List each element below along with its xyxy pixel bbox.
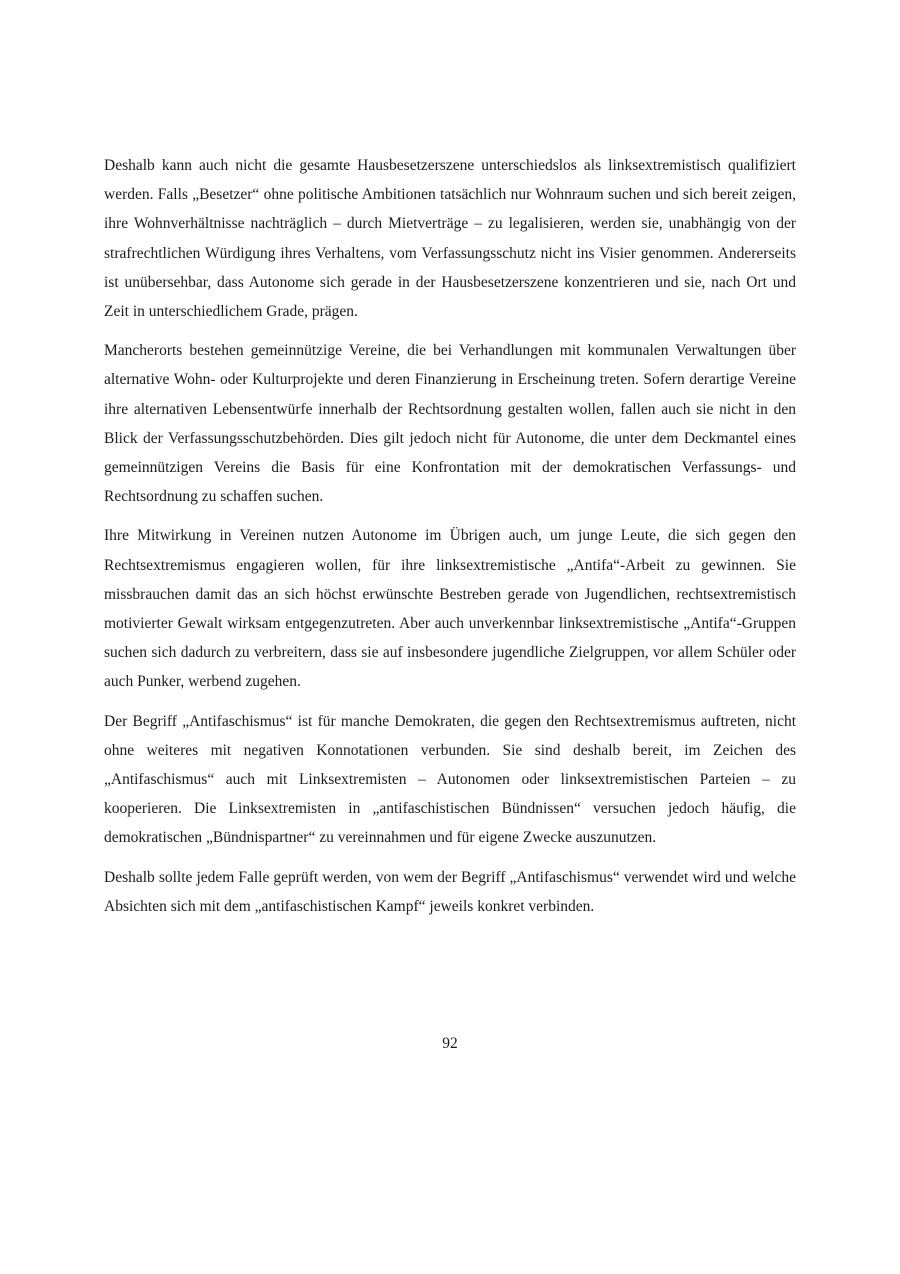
paragraph-hausbesetzerszene: Deshalb kann auch nicht die gesamte Hausbesetzerszene unterschiedslos als linksextremistisch qualifiziert werden. Falls „Besetzer“ ohne politische Ambitionen tatsächlich nur Wohnraum suchen und sich bereit zeigen, ihre Wohnverhältnisse nachträglich – durch Mietverträge – zu legalisieren, werden sie, unabhängig von der strafrechtlichen Würdigung ihres Verhaltens, vom Verfassungsschutz nicht ins Visier genommen. Andererseits ist unübersehbar, dass Autonome sich gerade in der Hausbesetzerszene konzentrieren und sie, nach Ort und Zeit in unterschiedlichem Grade, prägen. [104,157,796,321]
paragraph-antifaschismus: Der Begriff „Antifaschismus“ ist für manche Demokraten, die gegen den Rechtsextremismus auftreten, nicht ohne weiteres mit negativen Konnotationen verbunden. Sie sind deshalb bereit, im Zeichen des „Antifaschismus“ auch mit Linksextremisten – Autonomen oder linksextremistischen Parteien – zu kooperieren. Die Linksextremisten in „antifaschistischen Bündnissen“ versuchen jedoch häufig, die demokratischen „Bündnispartner“ zu vereinnahmen und für eigene Zwecke auszunutzen. [104,712,796,847]
body-text [104,151,796,931]
paragraph-mitwirkung: Ihre Mitwirkung in Vereinen nutzen Autonome im Übrigen auch, um junge Leute, die sich gegen den Rechtsextremismus engagieren wollen, für ihre linksextremistische „Antifa“-Arbeit zu gewinnen. Sie missbrauchen damit das an sich höchst erwünschte Bestreben gerade von Jugendlichen, rechtsextremistisch motivierter Gewalt wirksam entgegenzutreten. Aber auch unverkennbar linksextremistische „Antifa“-Gruppen suchen sich dadurch zu verbreitern, dass sie auf insbesondere jugendliche Zielgruppen, vor allem Schüler oder auch Punker, werbend zugehen. [104,527,796,691]
paragraph-vereine: Mancherorts bestehen gemeinnützige Vereine, die bei Verhandlungen mit kommunalen Verwaltungen über alternative Wohn- oder Kulturprojekte und deren Finanzierung in Erscheinung treten. Sofern derartige Vereine ihre alternativen Lebensentwürfe innerhalb der Rechtsordnung gestalten wollen, fallen auch sie nicht in den Blick der Verfassungsschutzbehörden. Dies gilt jedoch nicht für Autonome, die unter dem Deckmantel eines gemeinnützigen Vereins die Basis für eine Konfrontation mit der demokratischen Verfassungs- und Rechtsordnung zu schaffen suchen. [104,342,796,506]
page-number: 92 [442,1035,458,1052]
paragraph-conclusion: Deshalb sollte jedem Falle geprüft werden, von wem der Begriff „Antifaschismus“ verwendet wird und welche Absichten sich mit dem „antifaschistischen Kampf“ jeweils konkret verbinden. [104,868,796,915]
